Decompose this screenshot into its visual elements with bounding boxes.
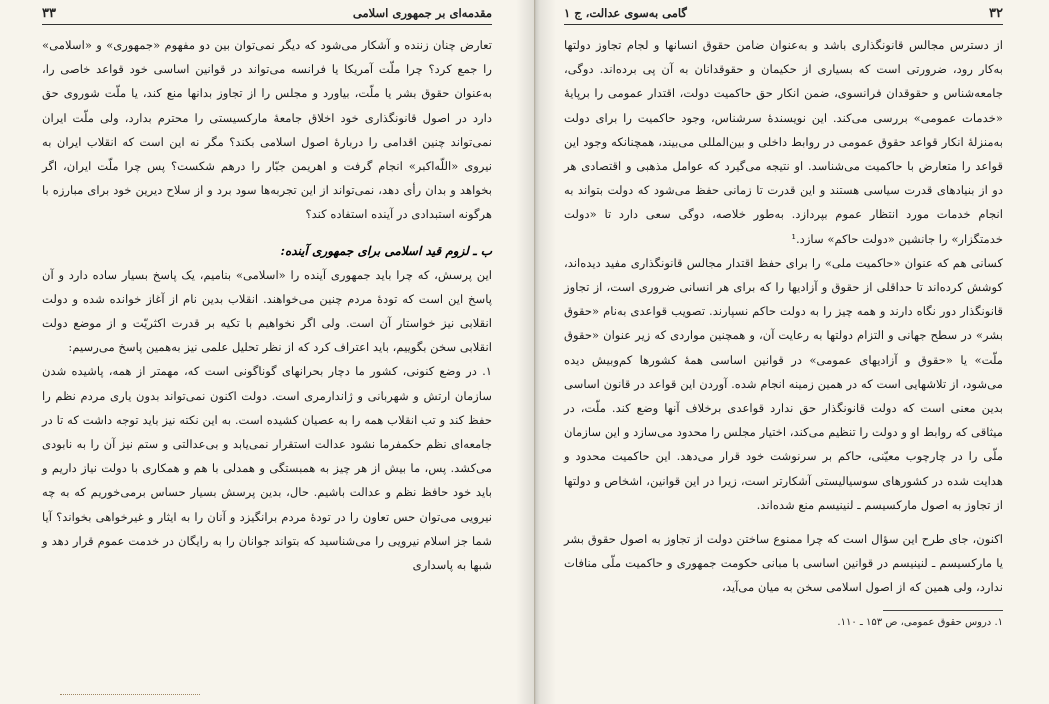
paragraph-gap [564, 517, 1003, 527]
left-paragraph-1: تعارض چنان زننده و آشکار می‌شود که دیگر نمی‌توان بین دو مفهوم «جمهوری» و «اسلامی» را جمع کرد؟ چرا ملّت آمریکا یا فرانسه می‌تواند در قوانین اساسی خود قواعد خاصی را، به‌عنوان حقوق بشر یا ملّت، بیاورد و مجلس را از تجاوز بدانها منع کند، یا ملّت شوروی حق دارد در اصول قانونگذاری خود اخلاق جامعهٔ مارکسیستی را محترم بدارد، ولی ملّت ایران نمی‌تواند چنین اقدامی را دربارهٔ اصول اسلامی بکند؟ مگر نه این است که انقلاب ایران به نیروی «اللّه‌اکبر» انجام گرفت و اهریمن جبّار را درهم شکست؟ پس چرا ملّت ایران، اگر بخواهد و بدان رأی دهد، نمی‌تواند از این تجربه‌ها سود برد و از سلاح دیرین خود برای مبارزه با هرگونه استبدادی در آینده استفاده کند؟ [42, 38, 492, 222]
footnote-rule [883, 610, 1003, 611]
section-subheading: ب ـ لزوم قید اسلامی برای جمهوری آینده: [280, 243, 492, 258]
left-page-number: ۳۳ [42, 6, 56, 21]
right-paragraph-2: کسانی هم که عنوان «حاکمیت ملی» را برای حفظ اقتدار مجالس قانونگذاری مفید دیده‌اند، کوشش کرده‌اند تا حداقلی از حقوق و آزادیها را که برای هر انسانی ضروری است، از تجاوز قانونگذار دور نگاه دارند و همه چیز را به دولت حاکم نسپارند. تصویب قواعدی به‌نام «حقوق بشر» در سطح جهانی و التزام دولتها به رعایت آن، و همچنین مواردی که زیر عنوان «حقوق ملّت» یا «حقوق و آزادیهای عمومی» در قوانین اساسی همهٔ کشورها کم‌وبیش دیده می‌شود، از تلاشهایی است که در همین زمینه انجام شده. آوردن این قواعد در قانون اساسی بدین معنی است که دولت قانونگذار حق ندارد قواعدی برخلاف آنها وضع کند. ملّت، در میثاقی که روابط او و دولت را تنظیم می‌کند، اختیار مجلس را محدود می‌سازد و این سازمان ملّی را در چارچوب معیّنی، حاکم بر سرنوشت خود قرار می‌دهد. این حاکمیت محدود و هدایت شده در کشورهای سوسیالیستی آشکارتر است، زیرا در این قوانین، اشخاص و دولتها از تجاوز به اصول مارکسیسم ـ لنینیسم منع شده‌اند. [564, 255, 1003, 512]
left-running-head: مقدمه‌ای بر جمهوری اسلامی [352, 6, 492, 20]
right-paragraph-3: اکنون، جای طرح این سؤال است که چرا ممنوع ساختن دولت از تجاوز به اصول حقوق بشر یا مارکسیسم ـ لنینیسم در قوانین اساسی با مبانی حکومت جمهوری و حاکمیت ملّی منافات ندارد، ولی همین که از اصول اسلامی سخن به میان می‌آید، [564, 532, 1003, 595]
left-page-header [42, 6, 492, 25]
right-page [536, 0, 1049, 704]
footnote: ۱. دروس حقوق عمومی، ص ۱۵۳ ـ ۱۱۰. [837, 616, 1003, 628]
right-paragraph-1: از دسترس مجالس قانونگذاری باشد و به‌عنوان ضامن حقوق انسانها و لجام تجاوز دولتها به‌کار رود، ضرورتی است که بسیاری از حکیمان و حقوقدانان به آن پی برده‌اند. دوگی، جامعه‌شناس و حقوقدان فرانسوی، ضمن انکار حق حاکمیت دولت، اقتدار عمومی را برپایهٔ «خدمات عمومی» بررسی می‌کند. این نویسندهٔ سرشناس، وجود حاکمیت را برای دولت به‌منزلهٔ انکار قواعد حقوق عمومی در روابط داخلی و بین‌المللی می‌بیند، همچنانکه وجود این قواعد را متعارض با حاکمیت می‌شناسد. او نتیجه می‌گیرد که عوامل مذهبی و اقتصادی هر دو از بنیادهای قدرت سیاسی هستند و این قدرت تا زمانی حفظ می‌شود که دولت بتواند به انجام خدمات مورد انتظار عموم بپردازد. به‌طور خلاصه، دوگی سعی دارد تا «دولت خدمتگزار» را جانشین «دولت حاکم» سازد.¹ [564, 38, 1003, 246]
right-page-number: ۳۲ [989, 6, 1003, 21]
left-paragraph-2: این پرسش، که چرا باید جمهوری آینده را «اسلامی» بنامیم، یک پاسخ بسیار ساده دارد و آن پاسخ این است که تودهٔ مردم چنین می‌خواهند. انقلاب بدین نام از آغاز خوانده شده و دولت انقلابی نیز خواستار آن است. ولی اگر نخواهیم با تکیه بر قدرت اکثریّت و از موضع دولت انقلابی سخن بگوییم، باید اعتراف کرد که از نظر تحلیل علمی نیز به‌همین پاسخ می‌رسیم: [42, 267, 492, 355]
page-ornament [60, 694, 200, 704]
left-paragraph-3: ۱. در وضع کنونی، کشور ما دچار بحرانهای گوناگونی است که، مهمتر از همه، پاشیده شدن سازمان ارتش و شهربانی و ژاندارمری است. دولت اکنون نمی‌تواند بدون یاری مردم نظم را حفظ کند و تب انقلاب همه را به عصیان کشیده است. به این نکته نیز باید توجه داشت که تا در جامعه‌ای نظم حکمفرما نشود عدالت استقرار نمی‌یابد و بی‌عدالتی و ستم نیز آن را به نابودی می‌کشد. پس، ما بیش از هر چیز به همبستگی و همدلی با هم و همکاری با دولت نیاز داریم و باید خود حافظ نظم و عدالت باشیم. حال، بدین پرسش بسیار حساس برمی‌خوریم که به چه نیرویی می‌توان حس تعاون را در تودهٔ مردم برانگیزد و آنان را به ایثار و غیرخواهی بخواند؟ آیا شما جز اسلام نیرویی را می‌شناسید که بتواند جوانان را به رایگان در خدمت عموم قرار دهد و شبها به پاسداری [42, 364, 492, 573]
right-page-header [564, 6, 1003, 25]
right-running-head: گامی به‌سوی عدالت، ج ۱ [564, 6, 687, 20]
